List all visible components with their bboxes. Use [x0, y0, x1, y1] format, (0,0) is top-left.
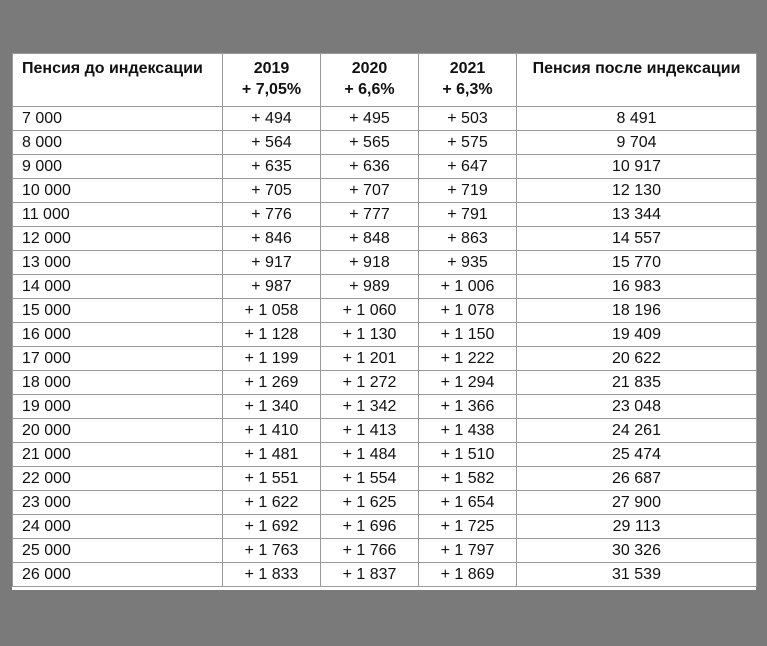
cell-increase-2019: + 1 481 [223, 443, 321, 467]
cell-pension-before: 16 000 [13, 323, 223, 347]
cell-pension-before: 14 000 [13, 275, 223, 299]
cell-pension-after: 18 196 [517, 299, 757, 323]
table-row [13, 395, 757, 419]
cell-increase-2020: + 1 342 [321, 395, 419, 419]
table-row [13, 179, 757, 203]
cell-pension-before: 7 000 [13, 107, 223, 131]
cell-increase-2019: + 1 551 [223, 467, 321, 491]
cell-pension-after: 27 900 [517, 491, 757, 515]
cell-increase-2019: + 1 269 [223, 371, 321, 395]
header-2020 [321, 54, 419, 107]
cell-pension-after: 14 557 [517, 227, 757, 251]
cell-pension-before: 9 000 [13, 155, 223, 179]
cell-pension-before: 20 000 [13, 419, 223, 443]
cell-pension-before: 15 000 [13, 299, 223, 323]
cell-increase-2020: + 918 [321, 251, 419, 275]
cell-increase-2021: + 1 294 [419, 371, 517, 395]
cell-increase-2020: + 1 837 [321, 563, 419, 587]
cell-increase-2021: + 1 510 [419, 443, 517, 467]
cell-pension-before: 22 000 [13, 467, 223, 491]
cell-pension-after: 9 704 [517, 131, 757, 155]
header-2021-rate: + 6,3% [442, 81, 493, 98]
cell-increase-2021: + 1 725 [419, 515, 517, 539]
cell-pension-after: 16 983 [517, 275, 757, 299]
cell-increase-2020: + 1 484 [321, 443, 419, 467]
cell-increase-2019: + 776 [223, 203, 321, 227]
cell-increase-2020: + 707 [321, 179, 419, 203]
header-2019 [223, 54, 321, 107]
header-2021-year: 2021 [449, 60, 486, 77]
cell-increase-2019: + 1 058 [223, 299, 321, 323]
cell-pension-before: 10 000 [13, 179, 223, 203]
cell-increase-2019: + 1 340 [223, 395, 321, 419]
cell-increase-2019: + 1 128 [223, 323, 321, 347]
cell-increase-2019: + 564 [223, 131, 321, 155]
cell-pension-before: 8 000 [13, 131, 223, 155]
table-row [13, 347, 757, 371]
cell-pension-before: 17 000 [13, 347, 223, 371]
pension-table-sheet [12, 53, 756, 590]
cell-pension-before: 26 000 [13, 563, 223, 587]
table-row [13, 491, 757, 515]
cell-increase-2021: + 1 582 [419, 467, 517, 491]
cell-increase-2021: + 791 [419, 203, 517, 227]
table-row [13, 299, 757, 323]
table-row [13, 467, 757, 491]
cell-increase-2021: + 1 150 [419, 323, 517, 347]
cell-pension-after: 26 687 [517, 467, 757, 491]
cell-pension-after: 29 113 [517, 515, 757, 539]
cell-increase-2021: + 647 [419, 155, 517, 179]
cell-increase-2020: + 636 [321, 155, 419, 179]
table-row [13, 227, 757, 251]
cell-increase-2021: + 1 654 [419, 491, 517, 515]
cell-increase-2020: + 1 272 [321, 371, 419, 395]
pension-indexation-table [12, 53, 757, 587]
table-row [13, 515, 757, 539]
cell-increase-2021: + 719 [419, 179, 517, 203]
table-row [13, 131, 757, 155]
cell-pension-after: 20 622 [517, 347, 757, 371]
table-row [13, 107, 757, 131]
cell-pension-after: 13 344 [517, 203, 757, 227]
cell-increase-2019: + 846 [223, 227, 321, 251]
cell-pension-before: 13 000 [13, 251, 223, 275]
cell-pension-after: 30 326 [517, 539, 757, 563]
cell-increase-2021: + 1 869 [419, 563, 517, 587]
cell-increase-2020: + 777 [321, 203, 419, 227]
cell-increase-2020: + 565 [321, 131, 419, 155]
cell-pension-before: 25 000 [13, 539, 223, 563]
cell-increase-2021: + 575 [419, 131, 517, 155]
header-pension-before: Пенсия до индексации [13, 54, 223, 107]
cell-increase-2019: + 1 622 [223, 491, 321, 515]
cell-pension-after: 10 917 [517, 155, 757, 179]
cell-increase-2020: + 495 [321, 107, 419, 131]
cell-increase-2019: + 917 [223, 251, 321, 275]
cell-increase-2020: + 848 [321, 227, 419, 251]
header-2021 [419, 54, 517, 107]
table-row [13, 443, 757, 467]
cell-pension-before: 12 000 [13, 227, 223, 251]
header-row [13, 54, 757, 107]
table-row [13, 251, 757, 275]
table-row [13, 323, 757, 347]
cell-increase-2020: + 1 554 [321, 467, 419, 491]
header-2019-rate: + 7,05% [241, 81, 302, 98]
table-row [13, 155, 757, 179]
cell-increase-2019: + 705 [223, 179, 321, 203]
table-header [13, 54, 757, 107]
cell-increase-2021: + 1 438 [419, 419, 517, 443]
cell-increase-2021: + 1 078 [419, 299, 517, 323]
cell-increase-2020: + 1 060 [321, 299, 419, 323]
cell-pension-before: 18 000 [13, 371, 223, 395]
cell-pension-before: 24 000 [13, 515, 223, 539]
table-row [13, 419, 757, 443]
cell-increase-2021: + 863 [419, 227, 517, 251]
cell-increase-2020: + 989 [321, 275, 419, 299]
table-row [13, 275, 757, 299]
header-2019-year: 2019 [253, 60, 290, 77]
cell-pension-after: 31 539 [517, 563, 757, 587]
cell-increase-2021: + 935 [419, 251, 517, 275]
table-body [13, 107, 757, 587]
cell-pension-before: 19 000 [13, 395, 223, 419]
cell-increase-2021: + 503 [419, 107, 517, 131]
cell-increase-2019: + 494 [223, 107, 321, 131]
header-2020-year: 2020 [351, 60, 388, 77]
cell-increase-2019: + 1 410 [223, 419, 321, 443]
cell-increase-2019: + 987 [223, 275, 321, 299]
cell-pension-after: 8 491 [517, 107, 757, 131]
cell-increase-2019: + 1 833 [223, 563, 321, 587]
cell-pension-before: 11 000 [13, 203, 223, 227]
cell-increase-2021: + 1 006 [419, 275, 517, 299]
cell-pension-before: 23 000 [13, 491, 223, 515]
cell-pension-after: 21 835 [517, 371, 757, 395]
cell-increase-2019: + 1 199 [223, 347, 321, 371]
cell-pension-after: 15 770 [517, 251, 757, 275]
cell-pension-before: 21 000 [13, 443, 223, 467]
cell-pension-after: 19 409 [517, 323, 757, 347]
cell-increase-2020: + 1 201 [321, 347, 419, 371]
table-row [13, 539, 757, 563]
cell-increase-2020: + 1 130 [321, 323, 419, 347]
cell-pension-after: 24 261 [517, 419, 757, 443]
cell-increase-2021: + 1 222 [419, 347, 517, 371]
cell-increase-2020: + 1 413 [321, 419, 419, 443]
table-row [13, 203, 757, 227]
cell-pension-after: 25 474 [517, 443, 757, 467]
cell-increase-2020: + 1 696 [321, 515, 419, 539]
header-pension-after: Пенсия после индексации [517, 54, 757, 107]
cell-increase-2019: + 635 [223, 155, 321, 179]
cell-increase-2021: + 1 366 [419, 395, 517, 419]
cell-increase-2020: + 1 766 [321, 539, 419, 563]
cell-pension-after: 12 130 [517, 179, 757, 203]
header-2020-rate: + 6,6% [344, 81, 395, 98]
table-row [13, 371, 757, 395]
cell-pension-after: 23 048 [517, 395, 757, 419]
table-row [13, 563, 757, 587]
cell-increase-2019: + 1 692 [223, 515, 321, 539]
cell-increase-2019: + 1 763 [223, 539, 321, 563]
cell-increase-2020: + 1 625 [321, 491, 419, 515]
cell-increase-2021: + 1 797 [419, 539, 517, 563]
